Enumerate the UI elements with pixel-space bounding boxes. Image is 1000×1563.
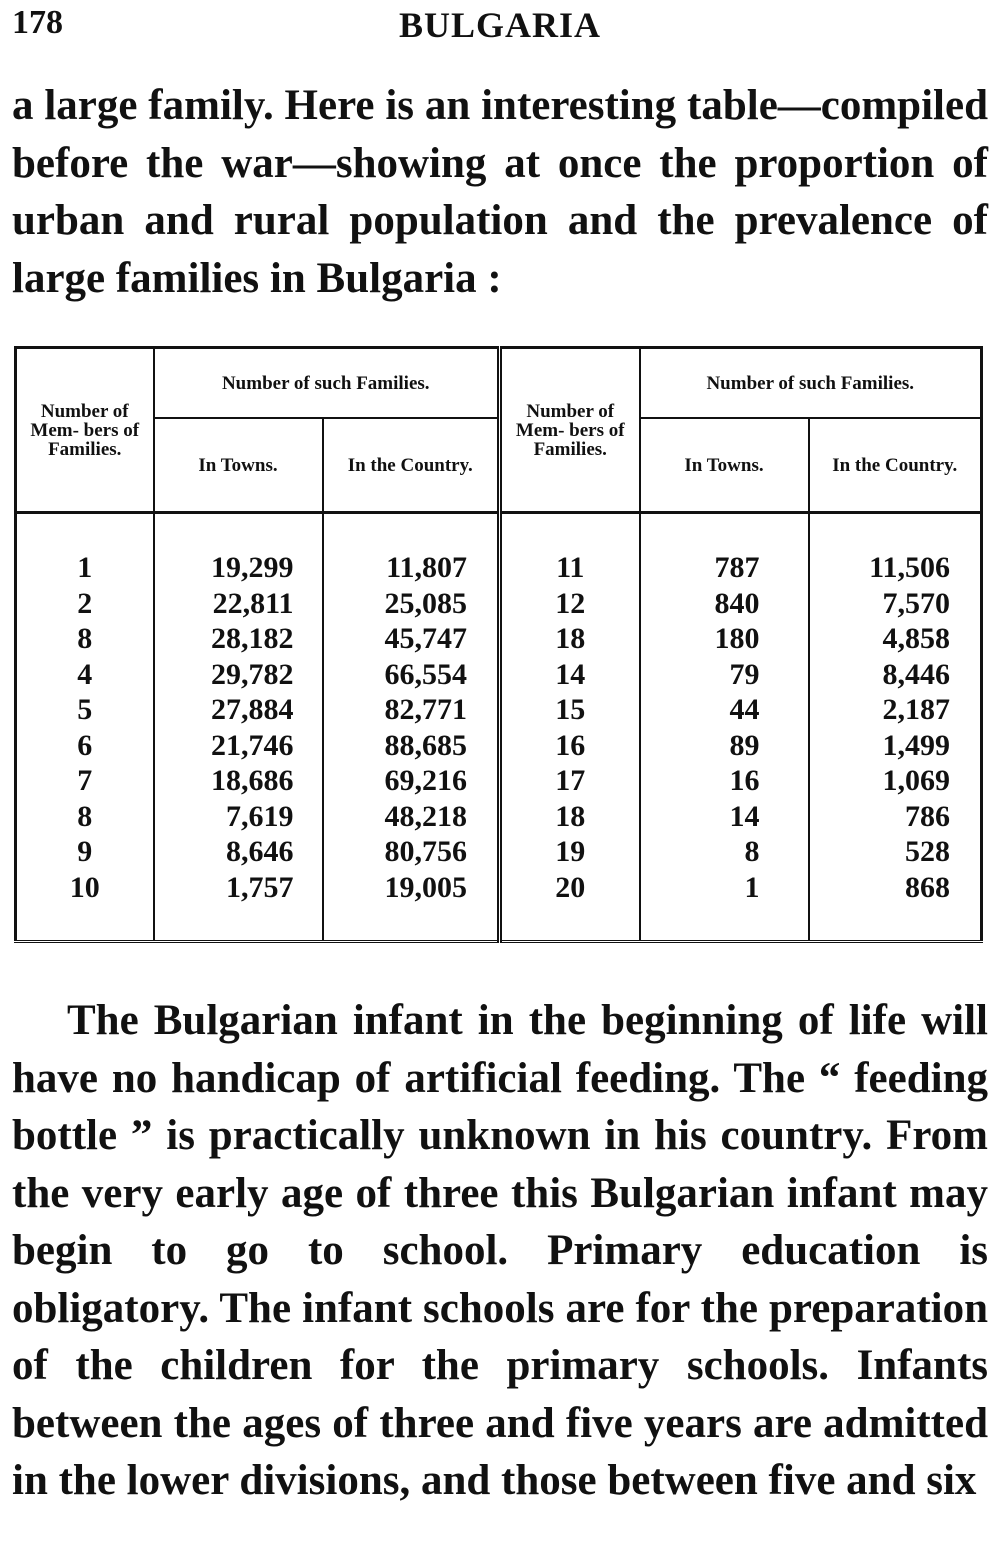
table-cell: 28,182 <box>211 622 294 655</box>
table-cell: 18 <box>555 799 586 833</box>
table-cell: 4 <box>77 657 93 691</box>
table-cell: 17 <box>555 764 586 797</box>
table-cell: 4,858 <box>882 622 950 655</box>
table-cell: 14 <box>729 799 760 833</box>
col-header-group-right: Number of such Families. <box>640 348 982 419</box>
page-number: 178 <box>12 4 63 41</box>
col-header-group-left: Number of such Families. <box>154 348 500 419</box>
table-cell: 79 <box>729 657 760 691</box>
closing-paragraph: The Bulgarian infant in the beginning of life will have no handicap of artificial feeding. The “ feeding bottle ” is practically unknown in his country. From the very early age of three this Bulgarian infant may begin to go to school. Primary education is obligatory. The infant schools are for the preparation of the children for the primary schools. Infants between the ages of three and five years are admitted in the lower divisions, and those between five and six <box>12 997 988 1504</box>
col-header-towns-left: In Towns. <box>154 418 323 513</box>
col-header-towns-right: In Towns. <box>640 418 809 513</box>
col-header-members-left: Number of Mem- bers of Families. <box>16 348 154 513</box>
table-cell: 7,570 <box>882 586 950 620</box>
table-cell: 8 <box>77 799 93 833</box>
table-cell: 7,619 <box>226 799 294 833</box>
table-cell: 10 <box>69 870 100 904</box>
intro-paragraph: a large family. Here is an interesting table—compiled before the war—showing at once the proportion of urban and rural population and the prevalence of large families in Bulgaria : <box>12 82 988 302</box>
table-cell: 840 <box>714 586 760 620</box>
table-cell: 11 <box>556 551 585 584</box>
table-cell: 9 <box>77 835 93 868</box>
col-header-members-right: Number of Mem- bers of Families. <box>500 348 640 513</box>
country-column-left <box>323 513 500 942</box>
table-cell: 48,218 <box>384 799 467 833</box>
family-size-table <box>14 346 983 943</box>
table-cell: 82,771 <box>384 693 467 726</box>
table-cell: 786 <box>905 799 950 833</box>
table-cell: 1,757 <box>226 870 294 904</box>
table-cell: 19,005 <box>384 870 467 904</box>
table-cell: 8,646 <box>226 835 294 868</box>
table-cell: 29,782 <box>211 657 294 691</box>
table-cell: 11,506 <box>869 551 950 584</box>
table-cell: 1 <box>744 870 760 904</box>
table-cell: 14 <box>555 657 586 691</box>
members-column-right <box>500 513 640 942</box>
table-cell: 15 <box>555 693 586 726</box>
table-cell: 80,756 <box>384 835 467 868</box>
page-header <box>12 4 988 48</box>
col-header-country-right: In the Country. <box>809 418 982 513</box>
table-cell: 18 <box>555 622 586 655</box>
table-cell: 89 <box>729 728 760 762</box>
table-cell: 25,085 <box>384 586 467 620</box>
table-cell: 18,686 <box>211 764 294 797</box>
table-cell: 5 <box>77 693 93 726</box>
table-cell: 12 <box>555 586 586 620</box>
towns-column-left <box>154 513 323 942</box>
table-cell: 19,299 <box>211 551 294 584</box>
table-cell: 66,554 <box>384 657 467 691</box>
table-cell: 6 <box>77 728 93 762</box>
table-cell: 2 <box>77 586 93 620</box>
table-cell: 8 <box>744 835 760 868</box>
table-cell: 1,069 <box>882 764 950 797</box>
table-cell: 2,187 <box>882 693 950 726</box>
table-cell: 868 <box>905 870 950 904</box>
table-cell: 16 <box>729 764 760 797</box>
towns-column-right <box>640 513 809 942</box>
table-cell: 787 <box>714 551 760 584</box>
table-cell: 45,747 <box>384 622 467 655</box>
table-cell: 528 <box>905 835 950 868</box>
table-cell: 21,746 <box>211 728 294 762</box>
table-cell: 1 <box>77 551 93 584</box>
table-cell: 69,216 <box>384 764 467 797</box>
running-title: BULGARIA <box>398 5 602 45</box>
table-cell: 44 <box>729 693 760 726</box>
table-cell: 16 <box>555 728 586 762</box>
table-cell: 22,811 <box>212 586 294 620</box>
table-cell: 180 <box>714 622 760 655</box>
table-cell: 8 <box>77 622 93 655</box>
table-cell: 88,685 <box>384 728 467 762</box>
table-cell: 19 <box>555 835 586 868</box>
country-column-right <box>809 513 982 942</box>
table-cell: 7 <box>77 764 93 797</box>
col-header-country-left: In the Country. <box>323 418 500 513</box>
table-cell: 1,499 <box>882 728 950 762</box>
table-cell: 20 <box>555 870 586 904</box>
members-column-left <box>16 513 154 942</box>
table-cell: 8,446 <box>882 657 950 691</box>
table-cell: 27,884 <box>211 693 294 726</box>
table-cell: 11,807 <box>386 551 467 584</box>
